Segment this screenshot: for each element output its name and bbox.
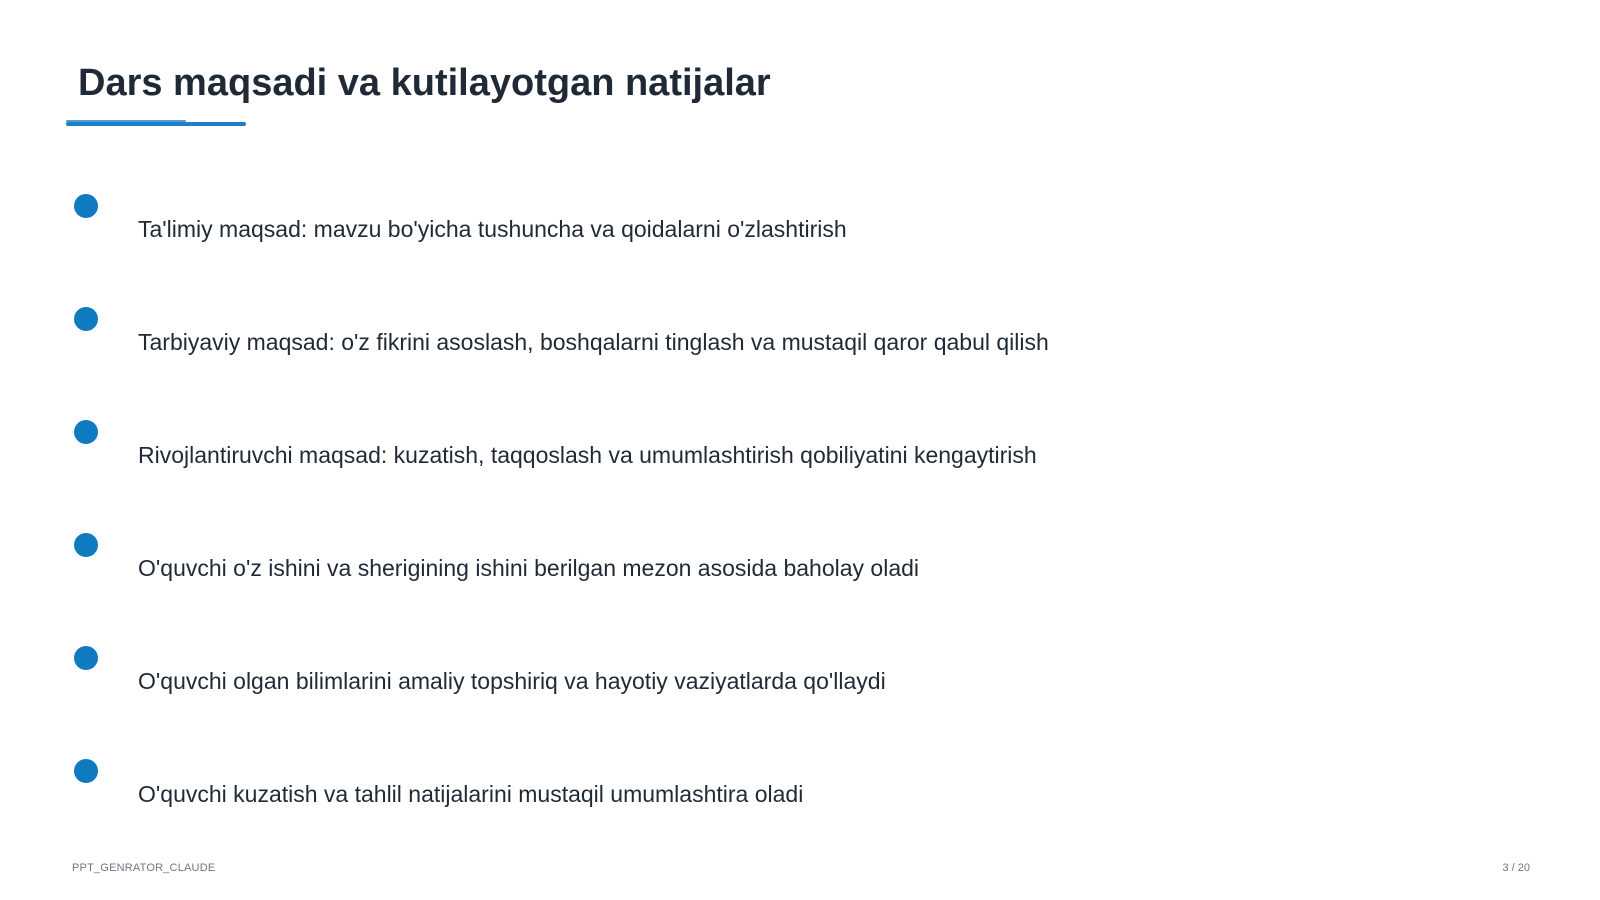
bullet-dot-icon (74, 420, 98, 444)
bullet-text: Rivojlantiruvchi maqsad: kuzatish, taqqoslash va umumlashtirish qobiliyatini kengaytirish (138, 442, 1037, 468)
bullet-dot-icon (74, 307, 98, 331)
bullet-text: O'quvchi kuzatish va tahlil natijalarini mustaqil umumlashtira oladi (138, 781, 804, 807)
bullet-item (0, 307, 1600, 367)
slide-title: Dars maqsadi va kutilayotgan natijalar (78, 62, 771, 104)
bullet-item (0, 646, 1600, 706)
bullet-text: O'quvchi olgan bilimlarini amaliy topshiriq va hayotiy vaziyatlarda qo'llaydi (138, 668, 886, 694)
bullet-dot-icon (74, 646, 98, 670)
bullet-item (0, 194, 1600, 254)
page-number: 3 / 20 (1502, 862, 1530, 874)
bullet-item (0, 533, 1600, 593)
bullet-item (0, 759, 1600, 819)
bullet-text: Ta'limiy maqsad: mavzu bo'yicha tushuncha va qoidalarni o'zlashtirish (138, 216, 847, 242)
footer-source: PPT_GENRATOR_CLAUDE (72, 862, 216, 874)
bullet-dot-icon (74, 533, 98, 557)
bullet-text: O'quvchi o'z ishini va sherigining ishini berilgan mezon asosida baholay oladi (138, 555, 920, 581)
bullet-item (0, 420, 1600, 480)
bullet-dot-icon (74, 759, 98, 783)
bullet-dot-icon (74, 194, 98, 218)
bullet-text: Tarbiyaviy maqsad: o'z fikrini asoslash, boshqalarni tinglash va mustaqil qaror qabul qilish (138, 329, 1049, 355)
